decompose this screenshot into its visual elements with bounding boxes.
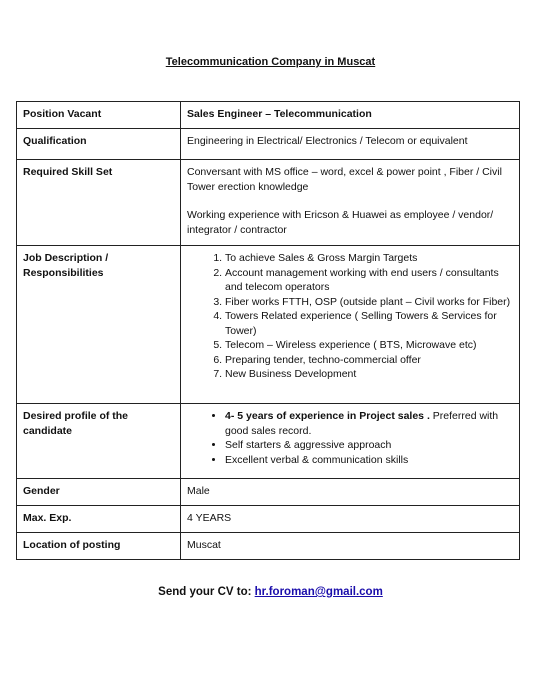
location-label: Location of posting bbox=[17, 533, 181, 560]
job-description-value bbox=[181, 246, 520, 404]
profile-list bbox=[187, 409, 513, 467]
profile-item-rest: Preferred with good sales record. bbox=[225, 410, 499, 437]
job-description-label bbox=[17, 246, 181, 404]
table-row bbox=[17, 404, 520, 479]
table-row bbox=[17, 160, 520, 246]
position-value-text: Sales Engineer – Telecommunication bbox=[187, 108, 372, 120]
table-row bbox=[17, 533, 520, 560]
job-label-line: Job Description / bbox=[23, 252, 109, 264]
location-value: Muscat bbox=[181, 533, 520, 560]
list-item: 2. Account management working with end users / consultants and telecom operators bbox=[225, 266, 513, 295]
position-label: Position Vacant bbox=[17, 102, 181, 129]
max-exp-label: Max. Exp. bbox=[17, 506, 181, 533]
qualification-value: Engineering in Electrical/ Electronics / Telecom or equivalent bbox=[181, 129, 520, 160]
list-item: 7. New Business Development bbox=[225, 367, 513, 382]
profile-value bbox=[181, 404, 520, 479]
skills-paragraph: Working experience with Ericson & Huawei as employee / vendor/ integrator / contractor bbox=[187, 209, 494, 236]
skills-label: Required Skill Set bbox=[17, 160, 181, 246]
gender-value: Male bbox=[181, 479, 520, 506]
position-value bbox=[181, 102, 520, 129]
skills-value bbox=[181, 160, 520, 246]
list-item: 6. Preparing tender, techno-commercial offer bbox=[225, 353, 513, 368]
qualification-label: Qualification bbox=[17, 129, 181, 160]
list-item bbox=[225, 409, 513, 438]
list-item: 1. To achieve Sales & Gross Margin Targets bbox=[225, 251, 513, 266]
list-item: 3. Fiber works FTTH, OSP (outside plant – Civil works for Fiber) bbox=[225, 295, 513, 310]
job-details-table bbox=[16, 101, 520, 560]
list-item: • Self starters & aggressive approach bbox=[225, 438, 513, 453]
table-row bbox=[17, 102, 520, 129]
table-row bbox=[17, 246, 520, 404]
table-row bbox=[17, 129, 520, 160]
footer-prefix: Send your CV to: bbox=[158, 586, 255, 598]
max-exp-value: 4 YEARS bbox=[181, 506, 520, 533]
table-row bbox=[17, 506, 520, 533]
email-link[interactable]: hr.foroman@gmail.com bbox=[254, 586, 383, 598]
skills-paragraph: Conversant with MS office – word, excel & power point , Fiber / Civil Tower erection knowledge bbox=[187, 166, 502, 193]
job-label-line: Responsibilities bbox=[23, 266, 104, 279]
responsibilities-list bbox=[187, 251, 513, 382]
gender-label: Gender bbox=[17, 479, 181, 506]
profile-item-bold: 4- 5 years of experience in Project sales . bbox=[225, 410, 430, 422]
profile-label: Desired profile of the candidate bbox=[17, 404, 181, 479]
list-item: 5. Telecom – Wireless experience ( BTS, Microwave etc) bbox=[225, 338, 513, 353]
list-item: 4. Towers Related experience ( Selling Towers & Services for Tower) bbox=[225, 309, 513, 338]
document-title: Telecommunication Company in Muscat bbox=[165, 56, 376, 68]
table-row bbox=[17, 479, 520, 506]
cv-footer bbox=[0, 586, 541, 598]
list-item: • Excellent verbal & communication skills bbox=[225, 453, 513, 468]
